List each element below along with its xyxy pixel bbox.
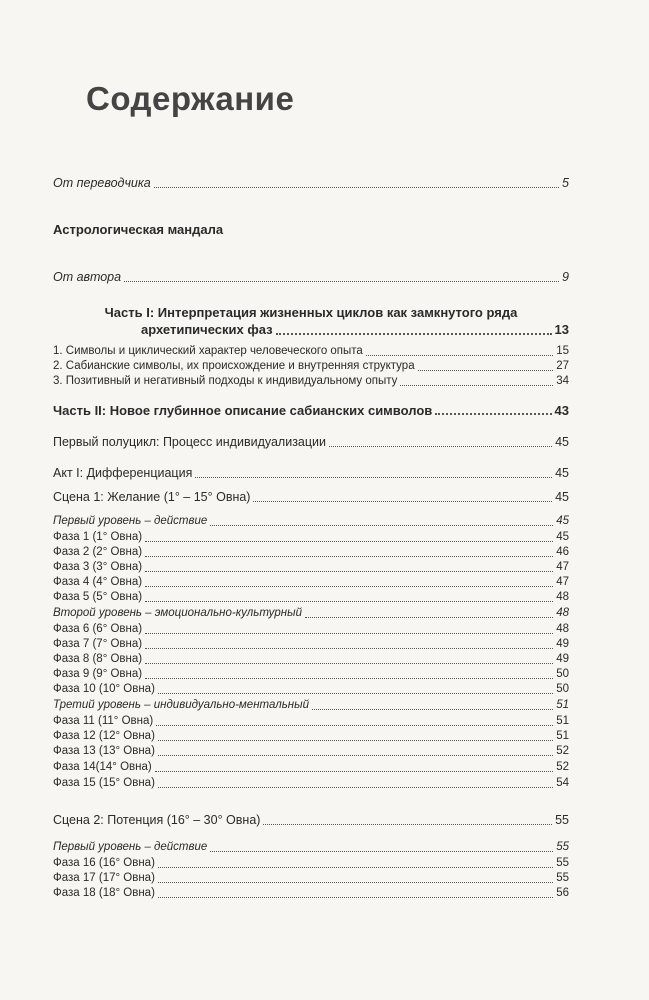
section-heading: Астрологическая мандала [53, 222, 224, 237]
toc-entry-label: Фаза 14(14° Овна) [53, 761, 152, 773]
dot-leader [145, 662, 553, 664]
toc-entry-part-1[interactable] [53, 304, 569, 338]
toc-entry-page: 45 [555, 435, 569, 449]
toc-entry-label: Фаза 9 (9° Овна) [53, 668, 143, 680]
toc-entry-phase[interactable] [53, 886, 569, 901]
toc-entry-label: 3. Позитивный и негативный подходы к индивидуальному опыту [53, 375, 398, 387]
toc-entry-label: Фаза 15 (15° Овна) [53, 777, 155, 789]
toc-entry-label: Фаза 2 (2° Овна) [53, 546, 143, 558]
dot-leader [145, 632, 553, 634]
toc-entry-label: Фаза 1 (1° Овна) [53, 531, 143, 543]
toc-entry-label: Фаза 4 (4° Овна) [53, 576, 143, 588]
toc-entry-page: 48 [556, 591, 569, 603]
dot-leader [158, 866, 553, 868]
dot-leader [253, 500, 552, 502]
toc-entry-page: 56 [556, 887, 569, 899]
toc-entry-chapter[interactable] [53, 344, 569, 359]
toc-entry-page: 27 [556, 360, 569, 372]
toc-entry-label: Первый уровень – действие [53, 515, 208, 527]
toc-entry-label: Фаза 17 (17° Овна) [53, 872, 155, 884]
toc-entry-label: Первый полуцикл: Процесс индивидуализации [53, 435, 327, 449]
dot-leader [263, 823, 552, 825]
toc-entry-phase[interactable] [53, 545, 569, 560]
toc-entry-label: Фаза 16 (16° Овна) [53, 857, 155, 869]
dot-leader [145, 540, 553, 542]
toc-entry-page: 9 [562, 270, 569, 284]
toc-entry-label: 2. Сабианские символы, их происхождение и внутренняя структура [53, 360, 415, 372]
toc-entry-page: 51 [556, 699, 569, 711]
toc-entry-page: 55 [556, 872, 569, 884]
dot-leader [400, 384, 553, 386]
toc-entry-page: 51 [556, 730, 569, 742]
dot-leader [418, 369, 554, 371]
toc-entry-phase[interactable] [53, 871, 569, 886]
dot-leader [124, 280, 559, 282]
page-title: Содержание [86, 80, 295, 117]
toc-entry-page: 52 [556, 761, 569, 773]
toc-entry-page: 55 [556, 841, 569, 853]
toc-entry-label: Второй уровень – эмоционально-культурный [53, 607, 302, 619]
toc-entry-page: 48 [556, 607, 569, 619]
toc-entry-page: 45 [556, 515, 569, 527]
toc-entry-page: 47 [556, 576, 569, 588]
toc-entry-phase[interactable] [53, 590, 569, 605]
toc-entry-phase[interactable] [53, 560, 569, 575]
toc-entry-label: Фаза 8 (8° Овна) [53, 653, 143, 665]
dot-leader [366, 354, 553, 356]
toc-entry-label: Фаза 5 (5° Овна) [53, 591, 143, 603]
toc-entry-phase[interactable] [53, 760, 569, 775]
toc-entry-act-1[interactable] [53, 466, 569, 481]
toc-entry-half-cycle[interactable] [53, 435, 569, 450]
toc-entry-label: Фаза 12 (12° Овна) [53, 730, 155, 742]
toc-entry-label: От переводчика [53, 176, 151, 190]
toc-entry-phase[interactable] [53, 652, 569, 667]
toc-entry-phase[interactable] [53, 682, 569, 697]
toc-entry-phase[interactable] [53, 530, 569, 545]
toc-entry-page: 5 [562, 176, 569, 190]
toc-entry-level[interactable] [53, 514, 569, 529]
toc-entry-page: 45 [556, 531, 569, 543]
dot-leader [155, 770, 553, 772]
toc-entry-page: 54 [556, 777, 569, 789]
dot-leader [156, 724, 553, 726]
dot-leader [158, 881, 553, 883]
toc-entry-page: 46 [556, 546, 569, 558]
toc-entry-label: Первый уровень – действие [53, 841, 208, 853]
dot-leader [276, 332, 552, 335]
dot-leader [210, 524, 553, 526]
toc-entry-level[interactable] [53, 698, 569, 713]
dot-leader [145, 600, 553, 602]
toc-entry-phase[interactable] [53, 744, 569, 759]
toc-entry-label: Третий уровень – индивидуально-ментальный [53, 699, 309, 711]
dot-leader [145, 677, 553, 679]
toc-entry-page: 51 [556, 715, 569, 727]
toc-entry-translator[interactable] [53, 176, 569, 191]
dot-leader [435, 412, 551, 415]
toc-entry-page: 55 [556, 857, 569, 869]
toc-entry-label: Фаза 18 (18° Овна) [53, 887, 155, 899]
dot-leader [329, 445, 552, 447]
toc-entry-label: Сцена 1: Желание (1° – 15° Овна) [53, 490, 251, 504]
toc-entry-label: Фаза 11 (11° Овна) [53, 715, 154, 727]
dot-leader [145, 585, 553, 587]
toc-entry-label: 1. Символы и циклический характер человеческого опыта [53, 345, 363, 357]
dot-leader [158, 786, 553, 788]
toc-entry-level[interactable] [53, 840, 569, 855]
toc-entry-level[interactable] [53, 606, 569, 621]
toc-entry-page: 48 [556, 623, 569, 635]
toc-entry-part-2[interactable] [53, 403, 569, 418]
dot-leader [154, 186, 559, 188]
dot-leader [210, 850, 553, 852]
toc-entry-page: 49 [556, 653, 569, 665]
dot-leader [305, 616, 553, 618]
dot-leader [145, 570, 553, 572]
toc-entry-phase[interactable] [53, 667, 569, 682]
toc-entry-page: 49 [556, 638, 569, 650]
toc-entry-label: Фаза 13 (13° Овна) [53, 745, 155, 757]
dot-leader [158, 896, 553, 898]
toc-entry-label: Фаза 3 (3° Овна) [53, 561, 143, 573]
toc-entry-page: 43 [554, 403, 569, 418]
toc-entry-label-continued: архетипических фаз [141, 322, 273, 337]
dot-leader [158, 692, 553, 694]
toc-entry-label: Фаза 6 (6° Овна) [53, 623, 143, 635]
toc-entry-page: 52 [556, 745, 569, 757]
toc-entry-page: 50 [556, 668, 569, 680]
toc-entry-phase[interactable] [53, 575, 569, 590]
dot-leader [195, 476, 552, 478]
toc-entry-page: 45 [555, 466, 569, 480]
toc-entry-page: 45 [555, 490, 569, 504]
toc-entry-scene-2[interactable] [53, 813, 569, 828]
dot-leader [145, 555, 553, 557]
toc-entry-page: 55 [555, 813, 569, 827]
dot-leader [158, 739, 553, 741]
toc-entry-label: Сцена 2: Потенция (16° – 30° Овна) [53, 813, 261, 827]
toc-entry-phase[interactable] [53, 622, 569, 637]
toc-entry-label: Часть I: Интерпретация жизненных циклов как замкнутого ряда [104, 305, 518, 320]
toc-entry-phase[interactable] [53, 714, 569, 729]
toc-entry-label: Акт I: Дифференциация [53, 466, 193, 480]
dot-leader [312, 708, 553, 710]
toc-entry-page: 47 [556, 561, 569, 573]
dot-leader [158, 754, 553, 756]
toc-entry-author[interactable] [53, 270, 569, 285]
dot-leader [145, 647, 553, 649]
toc-entry-chapter[interactable] [53, 374, 569, 389]
toc-entry-scene-1[interactable] [53, 490, 569, 505]
toc-entry-page: 50 [556, 683, 569, 695]
toc-entry-phase[interactable] [53, 729, 569, 744]
toc-entry-phase[interactable] [53, 856, 569, 871]
toc-entry-label: Фаза 7 (7° Овна) [53, 638, 143, 650]
toc-entry-label: Часть II: Новое глубинное описание сабианских символов [53, 403, 433, 418]
toc-entry-page: 34 [556, 375, 569, 387]
toc-entry-chapter[interactable] [53, 359, 569, 374]
toc-entry-label: От автора [53, 270, 122, 284]
toc-entry-label: Фаза 10 (10° Овна) [53, 683, 155, 695]
toc-entry-page: 15 [556, 345, 569, 357]
toc-entry-page: 13 [554, 322, 569, 337]
toc-entry-phase[interactable] [53, 637, 569, 652]
toc-entry-phase[interactable] [53, 776, 569, 791]
